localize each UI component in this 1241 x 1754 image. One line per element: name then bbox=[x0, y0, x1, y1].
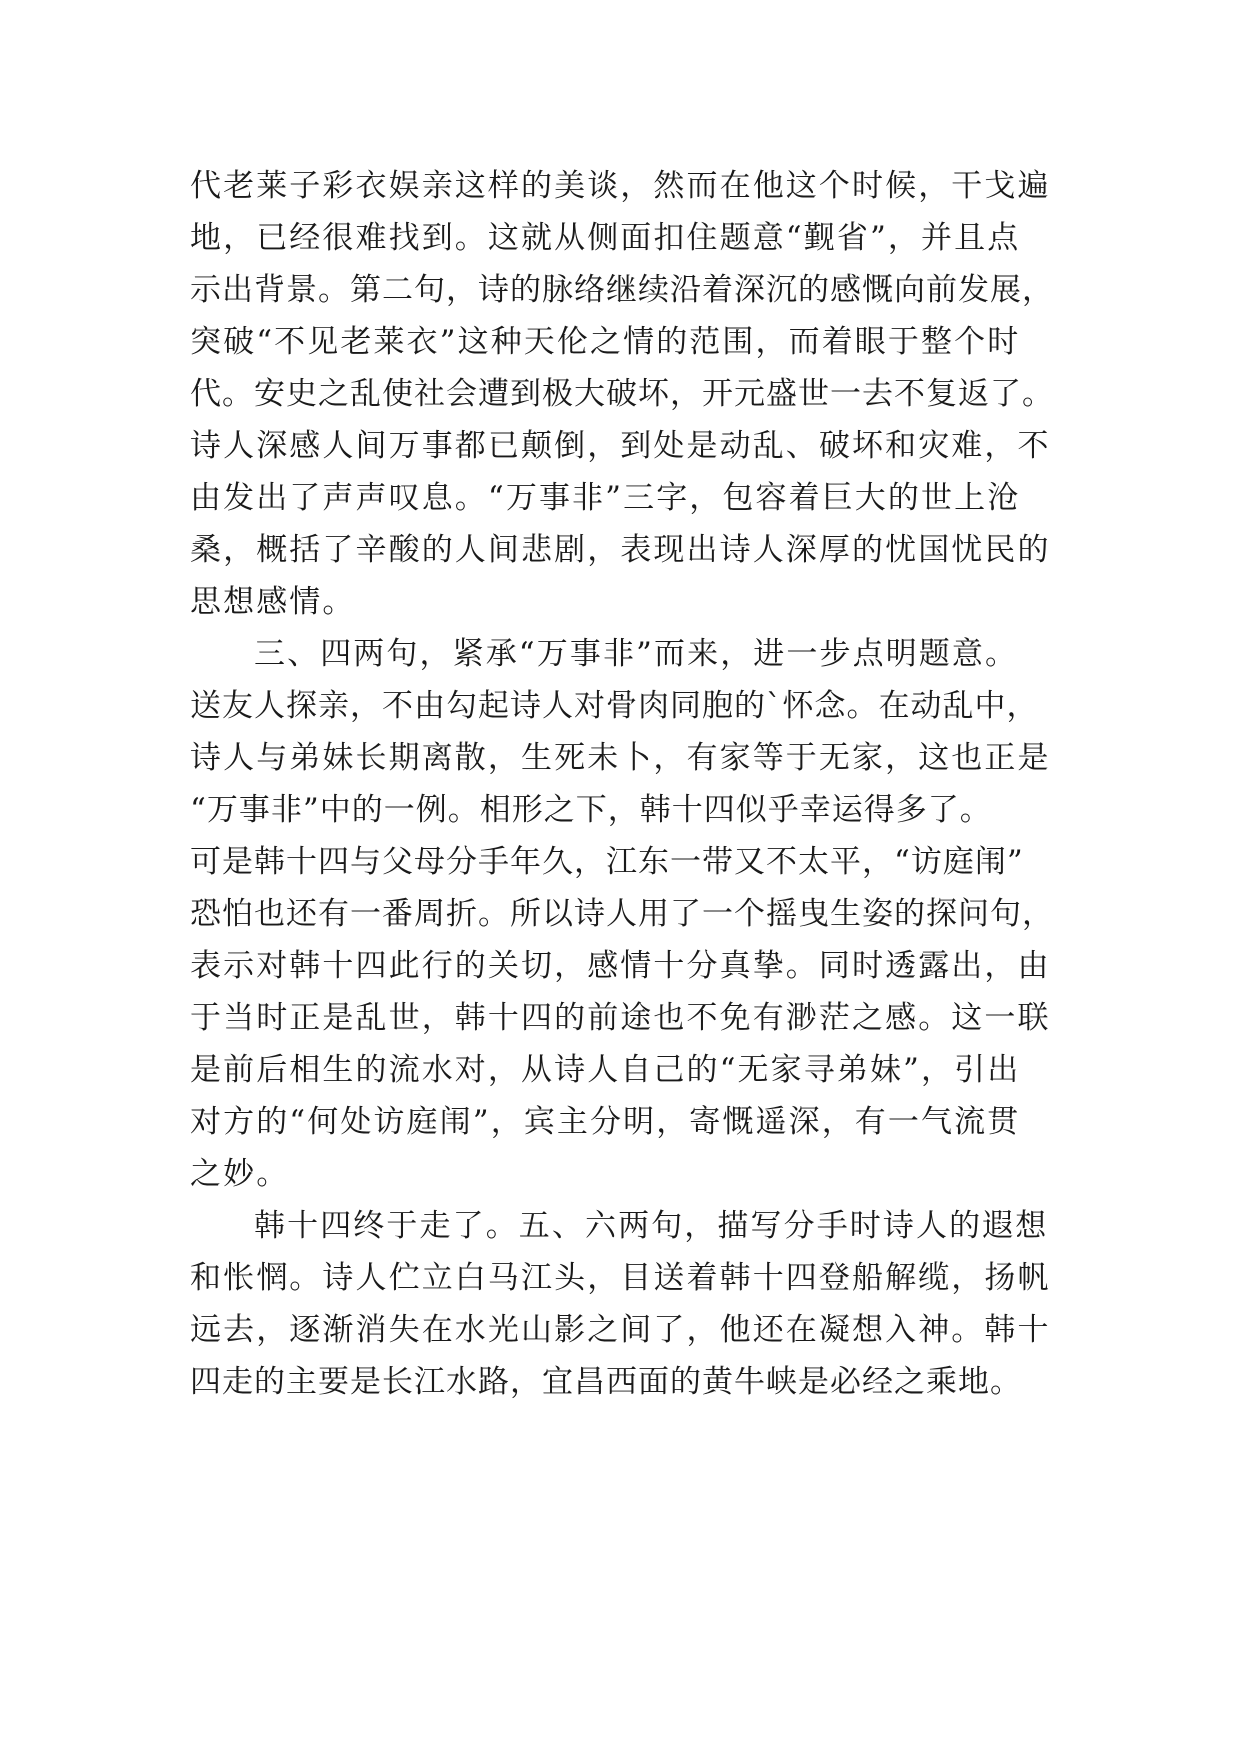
text-line: 思想感情。 bbox=[190, 584, 356, 620]
text-line: 突破“不见老莱衣”这种天伦之情的范围，而着眼于整个时 bbox=[190, 324, 1021, 360]
text-line: 远去，逐渐消失在水光山影之间了，他还在凝想入神。韩十 bbox=[190, 1312, 1051, 1348]
text-line: 韩十四终于走了。五、六两句，描写分手时诗人的遐想 bbox=[254, 1208, 1049, 1244]
text-line: 对方的“何处访庭闱”，宾主分明，寄慨遥深，有一气流贯 bbox=[190, 1104, 1021, 1140]
text-line: 诗人深感人间万事都已颠倒，到处是动乱、破坏和灾难，不 bbox=[190, 428, 1051, 464]
text-line: 送友人探亲，不由勾起诗人对骨肉同胞的`怀念。在动乱中， bbox=[190, 688, 1039, 724]
text-line: 四走的主要是长江水路，宜昌西面的黄牛峡是必经之乘地。 bbox=[190, 1364, 1022, 1400]
body-text bbox=[190, 160, 1070, 1408]
text-line: 地，已经很难找到。这就从侧面扣住题意“觐省”，并且点 bbox=[190, 220, 1021, 256]
text-line: 示出背景。第二句，诗的脉络继续沿着深沉的感慨向前发展， bbox=[190, 272, 1054, 308]
text-line: 于当时正是乱世，韩十四的前途也不免有渺茫之感。这一联 bbox=[190, 1000, 1051, 1036]
text-line: 是前后相生的流水对，从诗人自己的“无家寻弟妹”，引出 bbox=[190, 1052, 1021, 1088]
text-line: 代老莱子彩衣娱亲这样的美谈，然而在他这个时候，干戈遍 bbox=[190, 168, 1051, 204]
paragraph-3 bbox=[190, 1200, 1070, 1408]
text-line: 由发出了声声叹息。“万事非”三字，包容着巨大的世上沧 bbox=[190, 480, 1021, 516]
text-line: 三、四两句，紧承“万事非”而来，进一步点明题意。 bbox=[254, 636, 1019, 672]
text-line: “万事非”中的一例。相形之下，韩十四似乎幸运得多了。 bbox=[190, 792, 992, 828]
paragraph-1 bbox=[190, 160, 1070, 628]
text-line: 之妙。 bbox=[190, 1156, 290, 1192]
text-line: 可是韩十四与父母分手年久，江东一带又不太平，“访庭闱” bbox=[190, 844, 1024, 880]
text-line: 表示对韩十四此行的关切，感情十分真挚。同时透露出，由 bbox=[190, 948, 1051, 984]
text-line: 恐怕也还有一番周折。所以诗人用了一个摇曳生姿的探问句， bbox=[190, 896, 1054, 932]
text-line: 桑，概括了辛酸的人间悲剧，表现出诗人深厚的忧国忧民的 bbox=[190, 532, 1051, 568]
text-line: 和怅惘。诗人伫立白马江头，目送着韩十四登船解缆，扬帆 bbox=[190, 1260, 1051, 1296]
paragraph-2 bbox=[190, 628, 1070, 1200]
text-line: 代。安史之乱使社会遭到极大破坏，开元盛世一去不复返了。 bbox=[190, 376, 1054, 412]
text-line: 诗人与弟妹长期离散，生死未卜，有家等于无家，这也正是 bbox=[190, 740, 1051, 776]
